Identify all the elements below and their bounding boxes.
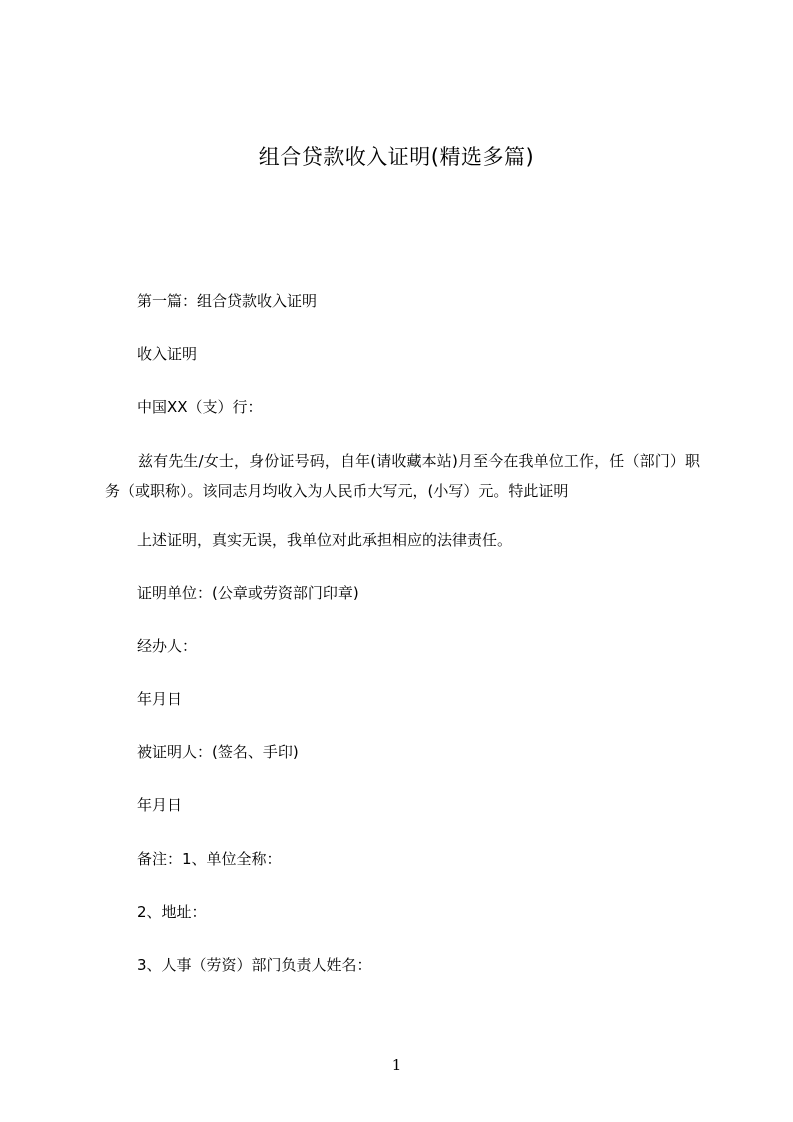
page-number: 1: [391, 1056, 402, 1074]
body-paragraph: 兹有先生/女士，身份证号码，自年(请收藏本站)月至今在我单位工作，任（部门）职务（或职称）。该同志月均收入为人民币大写元，(小写）元。特此证明: [105, 452, 700, 500]
document-title: 组合贷款收入证明(精选多篇): [258, 145, 535, 169]
issuing-unit-line: 证明单位：(公章或劳资部门印章): [137, 584, 359, 602]
statement-line: 上述证明，真实无误，我单位对此承担相应的法律责任。: [137, 531, 513, 549]
note-line-1: 备注：1、单位全称：: [137, 850, 282, 868]
certified-person-line: 被证明人：(签名、手印): [137, 743, 299, 761]
note-line-3: 3、人事（劳资）部门负责人姓名：: [137, 956, 372, 974]
note-line-2: 2、地址：: [137, 903, 207, 921]
addressee-line: 中国XX（支）行：: [137, 398, 263, 416]
section-heading: 第一篇：组合贷款收入证明: [137, 292, 318, 310]
date-line-1: 年月日: [137, 690, 183, 708]
date-line-2: 年月日: [137, 796, 183, 814]
certificate-heading: 收入证明: [137, 345, 198, 363]
handler-line: 经办人：: [137, 637, 198, 655]
